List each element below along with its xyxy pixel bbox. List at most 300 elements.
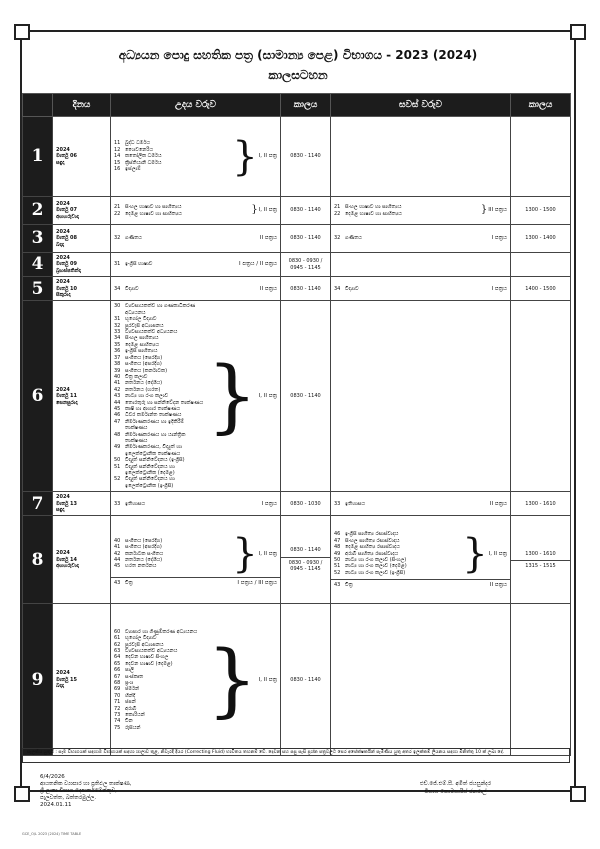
subject-name: අරාබි සාහිත්‍ය රසාස්වාදය [345, 550, 399, 557]
date-line: මාර්තු 13 [56, 500, 78, 507]
date-line: 2024 [56, 200, 70, 207]
subject-name: ක්‍රිස්තියානි ධර්මය [125, 159, 162, 166]
subject-list [114, 286, 260, 292]
brace-symbol: } [206, 632, 258, 726]
subject-code: 72 [114, 705, 121, 712]
brace-symbol: } [232, 530, 258, 577]
subject-name: නර්තනය (දේශීය) [125, 380, 163, 387]
timetable-row [23, 277, 571, 301]
subject-item [334, 235, 491, 241]
subject-item [334, 286, 491, 292]
subject-name: නර්තනය (භරත) [125, 386, 161, 393]
issuer-date: 2024.01.11 [40, 802, 72, 808]
morning-time [281, 301, 331, 492]
subject-name: සිංහල සාහිත්‍යය [125, 335, 159, 342]
subject-code: 21 [334, 204, 341, 211]
subject-code: 15 [114, 159, 121, 166]
subject-name: නිර්මාණකරණය හා යාන්ත්‍රික තාක්ෂණය [125, 431, 186, 444]
subject-code: 21 [114, 204, 121, 211]
subject-list [114, 501, 261, 507]
subject-code: 61 [114, 635, 121, 642]
evening-time [511, 197, 571, 225]
frame-corner [14, 24, 30, 40]
date-line: 2024 [56, 279, 70, 286]
subject-code: 33 [334, 500, 341, 507]
time-range: 1315 - 1515 [525, 562, 556, 569]
evening-session [331, 253, 511, 277]
timetable-row [23, 604, 571, 756]
subject-code: 38 [114, 361, 121, 368]
subject-code: 41 [114, 380, 121, 387]
subject-code: 32 [114, 235, 121, 242]
date-line: අඟහරුවාදා [56, 563, 79, 570]
subject-code: 64 [114, 654, 121, 661]
time-range: 1300 - 1610 [525, 500, 556, 507]
exam-date [53, 492, 111, 516]
evening-time [511, 301, 571, 492]
subject-name: සංගීතය (පෙරදිග) [125, 354, 163, 361]
subject-code: 47 [334, 537, 341, 544]
subject-code: 60 [114, 628, 121, 635]
brace-symbol: } [462, 530, 488, 577]
exam-date [53, 516, 111, 604]
morning-session [111, 516, 281, 604]
subject-list [334, 582, 490, 588]
exam-date [53, 277, 111, 301]
time-range: 0830 - 0930 / 0945 - 1145 [288, 258, 323, 271]
subject-item [114, 580, 237, 586]
evening-time [511, 117, 571, 197]
subject-name: විද්‍යාව [125, 285, 139, 292]
exam-date [53, 197, 111, 225]
issuer-line: ශ්‍රී ලංකා විභාග දෙපාර්තමේන්තුව, [40, 788, 117, 794]
subject-code: 47 [114, 418, 121, 425]
subject-name: ඉංග්‍රීසි සාහිත්‍ය රසාස්වාදය [345, 531, 399, 538]
subject-code: 16 [114, 166, 121, 173]
subject-item [114, 432, 206, 445]
subject-name: ඉංග්‍රීසි සාහිත්‍යය [125, 348, 158, 355]
subject-name: චීන [125, 718, 133, 725]
subject-name: චිත්‍ර [125, 579, 133, 586]
day-number: 1 [23, 117, 53, 197]
subject-code: 49 [114, 444, 121, 451]
subject-code: 43 [334, 582, 341, 589]
subject-item [334, 582, 490, 588]
subject-list [114, 580, 237, 586]
subject-name: සංගීතය (අපරදිග) [125, 544, 162, 551]
doc-code: GCE_O/L 2023 (2024) TIME TABLE [22, 832, 82, 836]
evening-session [331, 516, 511, 604]
exam-date [53, 253, 111, 277]
brace-symbol: } [480, 204, 488, 216]
subject-name: රුසියන් [125, 724, 141, 731]
morning-session [111, 253, 281, 277]
subject-name: ධීවර කර්මාන්ත තාක්ෂණය [125, 412, 182, 419]
subject-code: 46 [334, 531, 341, 538]
paper-label: I පත්‍රය / II පත්‍රය [238, 261, 277, 268]
subject-code: 43 [114, 393, 121, 400]
subject-name: ශෛවනෙරිය [125, 146, 153, 153]
subject-list [334, 235, 491, 241]
signatory-name: එච්.ජේ.එම්.සී. අමිත් ජයසුන්දර [420, 781, 491, 787]
subject-list [334, 531, 461, 576]
exam-date [53, 604, 111, 756]
exam-date [53, 225, 111, 253]
day-number: 8 [23, 516, 53, 604]
subject-code: 41 [114, 544, 121, 551]
paper-label: I පත්‍රය [491, 235, 507, 242]
row-divider [111, 577, 280, 578]
evening-time [511, 492, 571, 516]
subject-name: නාට්‍ය හා රංග කලාව (සිංහල) [345, 556, 407, 563]
subject-code: 36 [114, 348, 121, 355]
subject-code: 51 [114, 463, 121, 470]
morning-time [281, 197, 331, 225]
morning-session [111, 117, 281, 197]
subject-name: දෙවන භාෂාව (දෙමළ) [125, 660, 173, 667]
timetable-row [23, 117, 571, 197]
morning-time [281, 225, 331, 253]
subject-item [114, 261, 239, 267]
evening-session [331, 301, 511, 492]
subject-name: ඉස්ලාම් [125, 166, 141, 173]
col-num [23, 94, 53, 117]
morning-time [281, 516, 331, 604]
subject-code: 48 [334, 544, 341, 551]
subject-name: භරත නර්තනය [125, 563, 157, 570]
paper-label: I, II පත්‍ර [258, 550, 277, 557]
subject-name: විද්‍යුත් සන්නිවේදනය (ඉංග්‍රීසි) [125, 457, 185, 464]
evening-session [331, 277, 511, 301]
subject-name: බුද්ධ ධර්මය [125, 140, 151, 147]
subject-code: 66 [114, 667, 121, 674]
subject-name: පුරවැසි අධ්‍යාපනය [125, 322, 164, 329]
subject-code: 50 [114, 457, 121, 464]
timetable [22, 93, 571, 756]
instruction-note: සැලකිය යුතුයි : සෑම විභාගයක් සඳහාම විභාගයක් සඳහා ශාලාව තුළ, නිවැරදි දියර (Correcting Fluid) භාවිතය තහනම් වේ. දෙවන සහ පසු සැසි ප්‍රශ්න පත්‍රවලට පෙර අපේක්ෂකයින් පැමිණිය යුතු අතර ඉලක්කම් ලියනය සඳහා මිනිත්තු 10 ක් ලබා දේ. [22, 748, 570, 763]
subject-name: හින්දි [125, 692, 136, 699]
subject-code: 46 [114, 412, 121, 419]
subject-item [114, 444, 206, 457]
subject-code: 33 [114, 500, 121, 507]
subject-list [114, 629, 206, 732]
date-line: මාර්තු 11 [56, 393, 78, 400]
subject-name: ව්‍යවසායකත්ව අධ්‍යයනය [125, 329, 178, 336]
subject-code: 11 [114, 140, 121, 147]
date-line: සිකුරාදා [56, 292, 71, 299]
subject-name: දෙමළ භාෂාව හා සාහිත්‍යය [345, 210, 402, 217]
subject-name: පුරවැසි අධ්‍යාපනය [125, 641, 164, 648]
subject-code: 44 [114, 556, 121, 563]
exam-date [53, 301, 111, 492]
subject-name: නාට්‍ය හා රංග කලාව (දෙමළ) [345, 563, 407, 570]
subject-code: 50 [334, 556, 341, 563]
subject-item [114, 166, 231, 172]
subject-code: 34 [334, 285, 341, 292]
subject-name: දෙමළ භාෂාව හා සාහිත්‍යය [125, 210, 182, 217]
subject-name: අරාබි [125, 705, 137, 712]
date-line: මාර්තු 15 [56, 676, 78, 683]
day-number: 9 [23, 604, 53, 756]
morning-session [111, 277, 281, 301]
evening-time [511, 604, 571, 756]
subject-code: 42 [114, 550, 121, 557]
subject-code: 70 [114, 692, 121, 699]
col-evening: සවස් වරුව [331, 94, 511, 117]
date-line: මාර්තු 09 [56, 261, 78, 268]
subject-list [334, 501, 490, 507]
paper-label: I, II පත්‍ර [258, 393, 277, 400]
subject-item [114, 501, 261, 507]
frame-corner [570, 786, 586, 802]
subject-name: චිත්‍ර කලාව [125, 373, 148, 380]
paper-label: I, II පත්‍ර [488, 550, 507, 557]
date-line: මාර්තු 14 [56, 556, 78, 563]
morning-session [111, 301, 281, 492]
date-line: 2024 [56, 670, 70, 677]
subject-code: 45 [114, 405, 121, 412]
subject-code: 32 [114, 322, 121, 329]
subject-code: 67 [114, 673, 121, 680]
subject-name: ගණිතය [125, 235, 142, 242]
time-range: 0830 - 1140 [290, 393, 321, 400]
timetable-row [23, 492, 571, 516]
subject-code: 48 [114, 431, 121, 438]
time-range: 1300 - 1610 [525, 550, 556, 557]
subject-code: 74 [114, 718, 121, 725]
morning-session [111, 225, 281, 253]
subject-list [114, 235, 260, 241]
time-range: 1300 - 1400 [525, 235, 556, 242]
date-line: මාර්තු 10 [56, 285, 78, 292]
subject-code: 34 [114, 285, 121, 292]
subject-code: 63 [114, 647, 121, 654]
day-number: 7 [23, 492, 53, 516]
row-divider [281, 557, 330, 558]
subject-name: ප්‍රංශ [125, 679, 134, 686]
time-range: 0830 - 1140 [290, 547, 321, 554]
signatory-title: විභාග කොමසාරිස් ජනරාල් [424, 789, 487, 795]
time-range: 0830 - 1030 [290, 500, 321, 507]
brace-symbol: } [206, 349, 258, 443]
subject-name: චිත්‍ර [345, 582, 353, 589]
timetable-row [23, 516, 571, 604]
subject-name: ජර්මන් [125, 686, 140, 693]
subject-name: සංස්කෘත [125, 673, 144, 680]
brace-symbol: } [232, 133, 258, 180]
subject-name: භූගෝල විද්‍යාව [125, 635, 157, 642]
date-line: 2024 [56, 494, 70, 501]
evening-session [331, 225, 511, 253]
page-title: අධ්‍යයන පොදු සහතික පත්‍ර (සාමාන්‍ය පෙළ) විභාගය - 2023 (2024) [118, 48, 478, 62]
paper-label: II පත්‍රය [259, 285, 277, 292]
subject-name: කොරියන් [125, 711, 145, 718]
subject-name: ජපන් [125, 699, 136, 706]
subject-name: විද්‍යුත් සන්නිවේදනය හා ඉලෙක්ට්‍රොනික (දෙමළ) [125, 463, 175, 476]
col-day: දිනය [53, 94, 111, 117]
morning-time [281, 604, 331, 756]
subject-name: සංගීතය (අපරදිග) [125, 361, 162, 368]
time-range: 0830 - 1140 [290, 285, 321, 292]
subject-code: 22 [114, 210, 121, 217]
time-range: 0830 - 1140 [290, 676, 321, 683]
subject-code: 14 [114, 153, 121, 160]
subject-item [334, 211, 480, 217]
morning-session [111, 197, 281, 225]
subject-code: 34 [114, 335, 121, 342]
subject-item [114, 476, 206, 489]
evening-session [331, 197, 511, 225]
subject-list [114, 204, 250, 217]
frame-corner [14, 786, 30, 802]
paper-label: I, II පත්‍ර [258, 153, 277, 160]
morning-session [111, 492, 281, 516]
date-line: බ්‍රහස්පතින්දා [56, 267, 81, 274]
subject-code: 69 [114, 686, 121, 693]
issuer-line: ආයතනික ව්‍යාපාර හා ප්‍රතිඵල තාක්ෂණ, [40, 781, 132, 787]
paper-label: II පත්‍රය [489, 582, 507, 589]
subject-name: පාලි [125, 667, 134, 674]
day-number: 6 [23, 301, 53, 492]
evening-session [331, 492, 511, 516]
subject-code: 40 [114, 373, 121, 380]
subject-code: 35 [114, 341, 121, 348]
subject-name: සංගීතය (පෙරදිග) [125, 537, 163, 544]
time-range: 0830 - 1140 [290, 153, 321, 160]
subject-code: 37 [114, 354, 121, 361]
date-line: 2024 [56, 550, 70, 557]
subject-list [114, 538, 231, 570]
subject-code: 12 [114, 146, 121, 153]
paper-label: I පත්‍රය / III පත්‍රය [237, 579, 277, 586]
paper-label: III පත්‍රය [488, 207, 507, 214]
paper-label: I පත්‍රය [491, 285, 507, 292]
subject-item [114, 211, 250, 217]
subject-name: ඉතිහාසය [125, 500, 145, 507]
subject-item [114, 464, 206, 477]
evening-time [511, 253, 571, 277]
subject-name: සිංහල සාහිත්‍ය රසාස්වාදය [345, 537, 400, 544]
subject-code: 42 [114, 386, 121, 393]
col-time2: කාලය [511, 94, 571, 117]
subject-list [114, 261, 239, 267]
subject-code: 73 [114, 711, 121, 718]
morning-time [281, 277, 331, 301]
timetable-row [23, 301, 571, 492]
subject-item [114, 286, 260, 292]
evening-time [511, 225, 571, 253]
date-line: මාර්තු 07 [56, 207, 78, 214]
subject-list [114, 303, 206, 489]
subject-name: තොරතුරු හා සන්නිවේදන තාක්ෂණය [125, 399, 204, 406]
date-line: 2024 [56, 146, 70, 153]
subject-code: 43 [114, 579, 121, 586]
subject-code: 33 [114, 329, 121, 336]
morning-time [281, 492, 331, 516]
subject-code: 31 [114, 316, 121, 323]
exam-date [53, 117, 111, 197]
subject-code: 31 [114, 261, 121, 268]
time-range: 1400 - 1500 [525, 285, 556, 292]
evening-time [511, 277, 571, 301]
evening-time [511, 516, 571, 604]
subject-code: 32 [334, 235, 341, 242]
frame-corner [570, 24, 586, 40]
subject-name: සිංහල භාෂාව හා සාහිත්‍යය [345, 204, 402, 211]
subject-code: 52 [114, 476, 121, 483]
subject-code: 51 [334, 563, 341, 570]
time-range: 0830 - 1140 [290, 207, 321, 214]
paper-label: I, II පත්‍ර [258, 207, 277, 214]
date-line: බදාදා [56, 241, 65, 248]
paper-label: I, II පත්‍ර [258, 676, 277, 683]
subject-code: 22 [334, 210, 341, 217]
day-number: 3 [23, 225, 53, 253]
subject-code: 75 [114, 724, 121, 731]
col-time1: කාලය [281, 94, 331, 117]
subject-item [114, 725, 206, 731]
issuer-line: පැලවත්ත, බත්තරමුල්ල. [40, 795, 97, 801]
row-divider [511, 560, 570, 561]
timetable-row [23, 225, 571, 253]
date-line: සඳුදා [56, 507, 65, 514]
subject-name: නාට්‍ය හා රංග කලාව (ඉංග්‍රීසි) [345, 569, 406, 576]
subject-name: භූගෝල විද්‍යාව [125, 316, 157, 323]
subject-item [114, 419, 206, 432]
timetable-header [23, 94, 571, 117]
subject-item [114, 235, 260, 241]
date-line: 2024 [56, 255, 70, 261]
date-line: 2024 [56, 228, 70, 235]
date-line: 2024 [56, 386, 70, 393]
subject-code: 65 [114, 660, 121, 667]
subject-name: කතෝලික ධර්මය [125, 153, 162, 160]
subject-name: නිර්මාණකරණය හා ඉදිකිරීම් තාක්ෂණය [125, 418, 185, 432]
date-line: මාර්තු 06 [56, 153, 78, 160]
day-number: 5 [23, 277, 53, 301]
date-line: සඳුදා [56, 159, 65, 166]
evening-session [331, 604, 511, 756]
subject-name: ව්‍යවසායකත්ව හා ගණකාධිකරණ අධ්‍යයනය [125, 303, 196, 316]
subject-list [114, 140, 231, 172]
evening-session [331, 117, 511, 197]
subject-item [114, 303, 206, 316]
date-line: මාර්තු 08 [56, 235, 78, 242]
timetable-row [23, 253, 571, 277]
subject-name: විද්‍යුත් සන්නිවේදනය හා ඉලෙක්ට්‍රොනික (ඉංග්‍රීසි) [125, 476, 175, 489]
subject-code: 39 [114, 367, 121, 374]
subject-item [334, 501, 490, 507]
subject-list [334, 204, 480, 217]
time-range: 0830 - 0930 / 0945 - 1145 [288, 559, 323, 573]
morning-time [281, 253, 331, 277]
subject-code: 49 [334, 550, 341, 557]
subject-list [334, 286, 491, 292]
subject-name: විද්‍යාව [345, 285, 359, 292]
subject-name: සිංහල භාෂාව හා සාහිත්‍යය [125, 204, 182, 211]
subject-name: ඉතිහාසය [345, 500, 365, 507]
subject-code: 71 [114, 699, 121, 706]
day-number: 4 [23, 253, 53, 277]
subject-name: කර්නාටක සංගීතය [125, 550, 164, 557]
subject-code: 45 [114, 563, 121, 570]
subject-name: නර්තනය (දේශීය) [125, 556, 163, 563]
subject-code: 40 [114, 537, 121, 544]
issue-date: 6/4/2026 [40, 774, 65, 780]
subject-name: ගණිතය [345, 235, 362, 242]
time-range: 0830 - 1140 [290, 235, 321, 242]
issuer-block [40, 774, 131, 809]
